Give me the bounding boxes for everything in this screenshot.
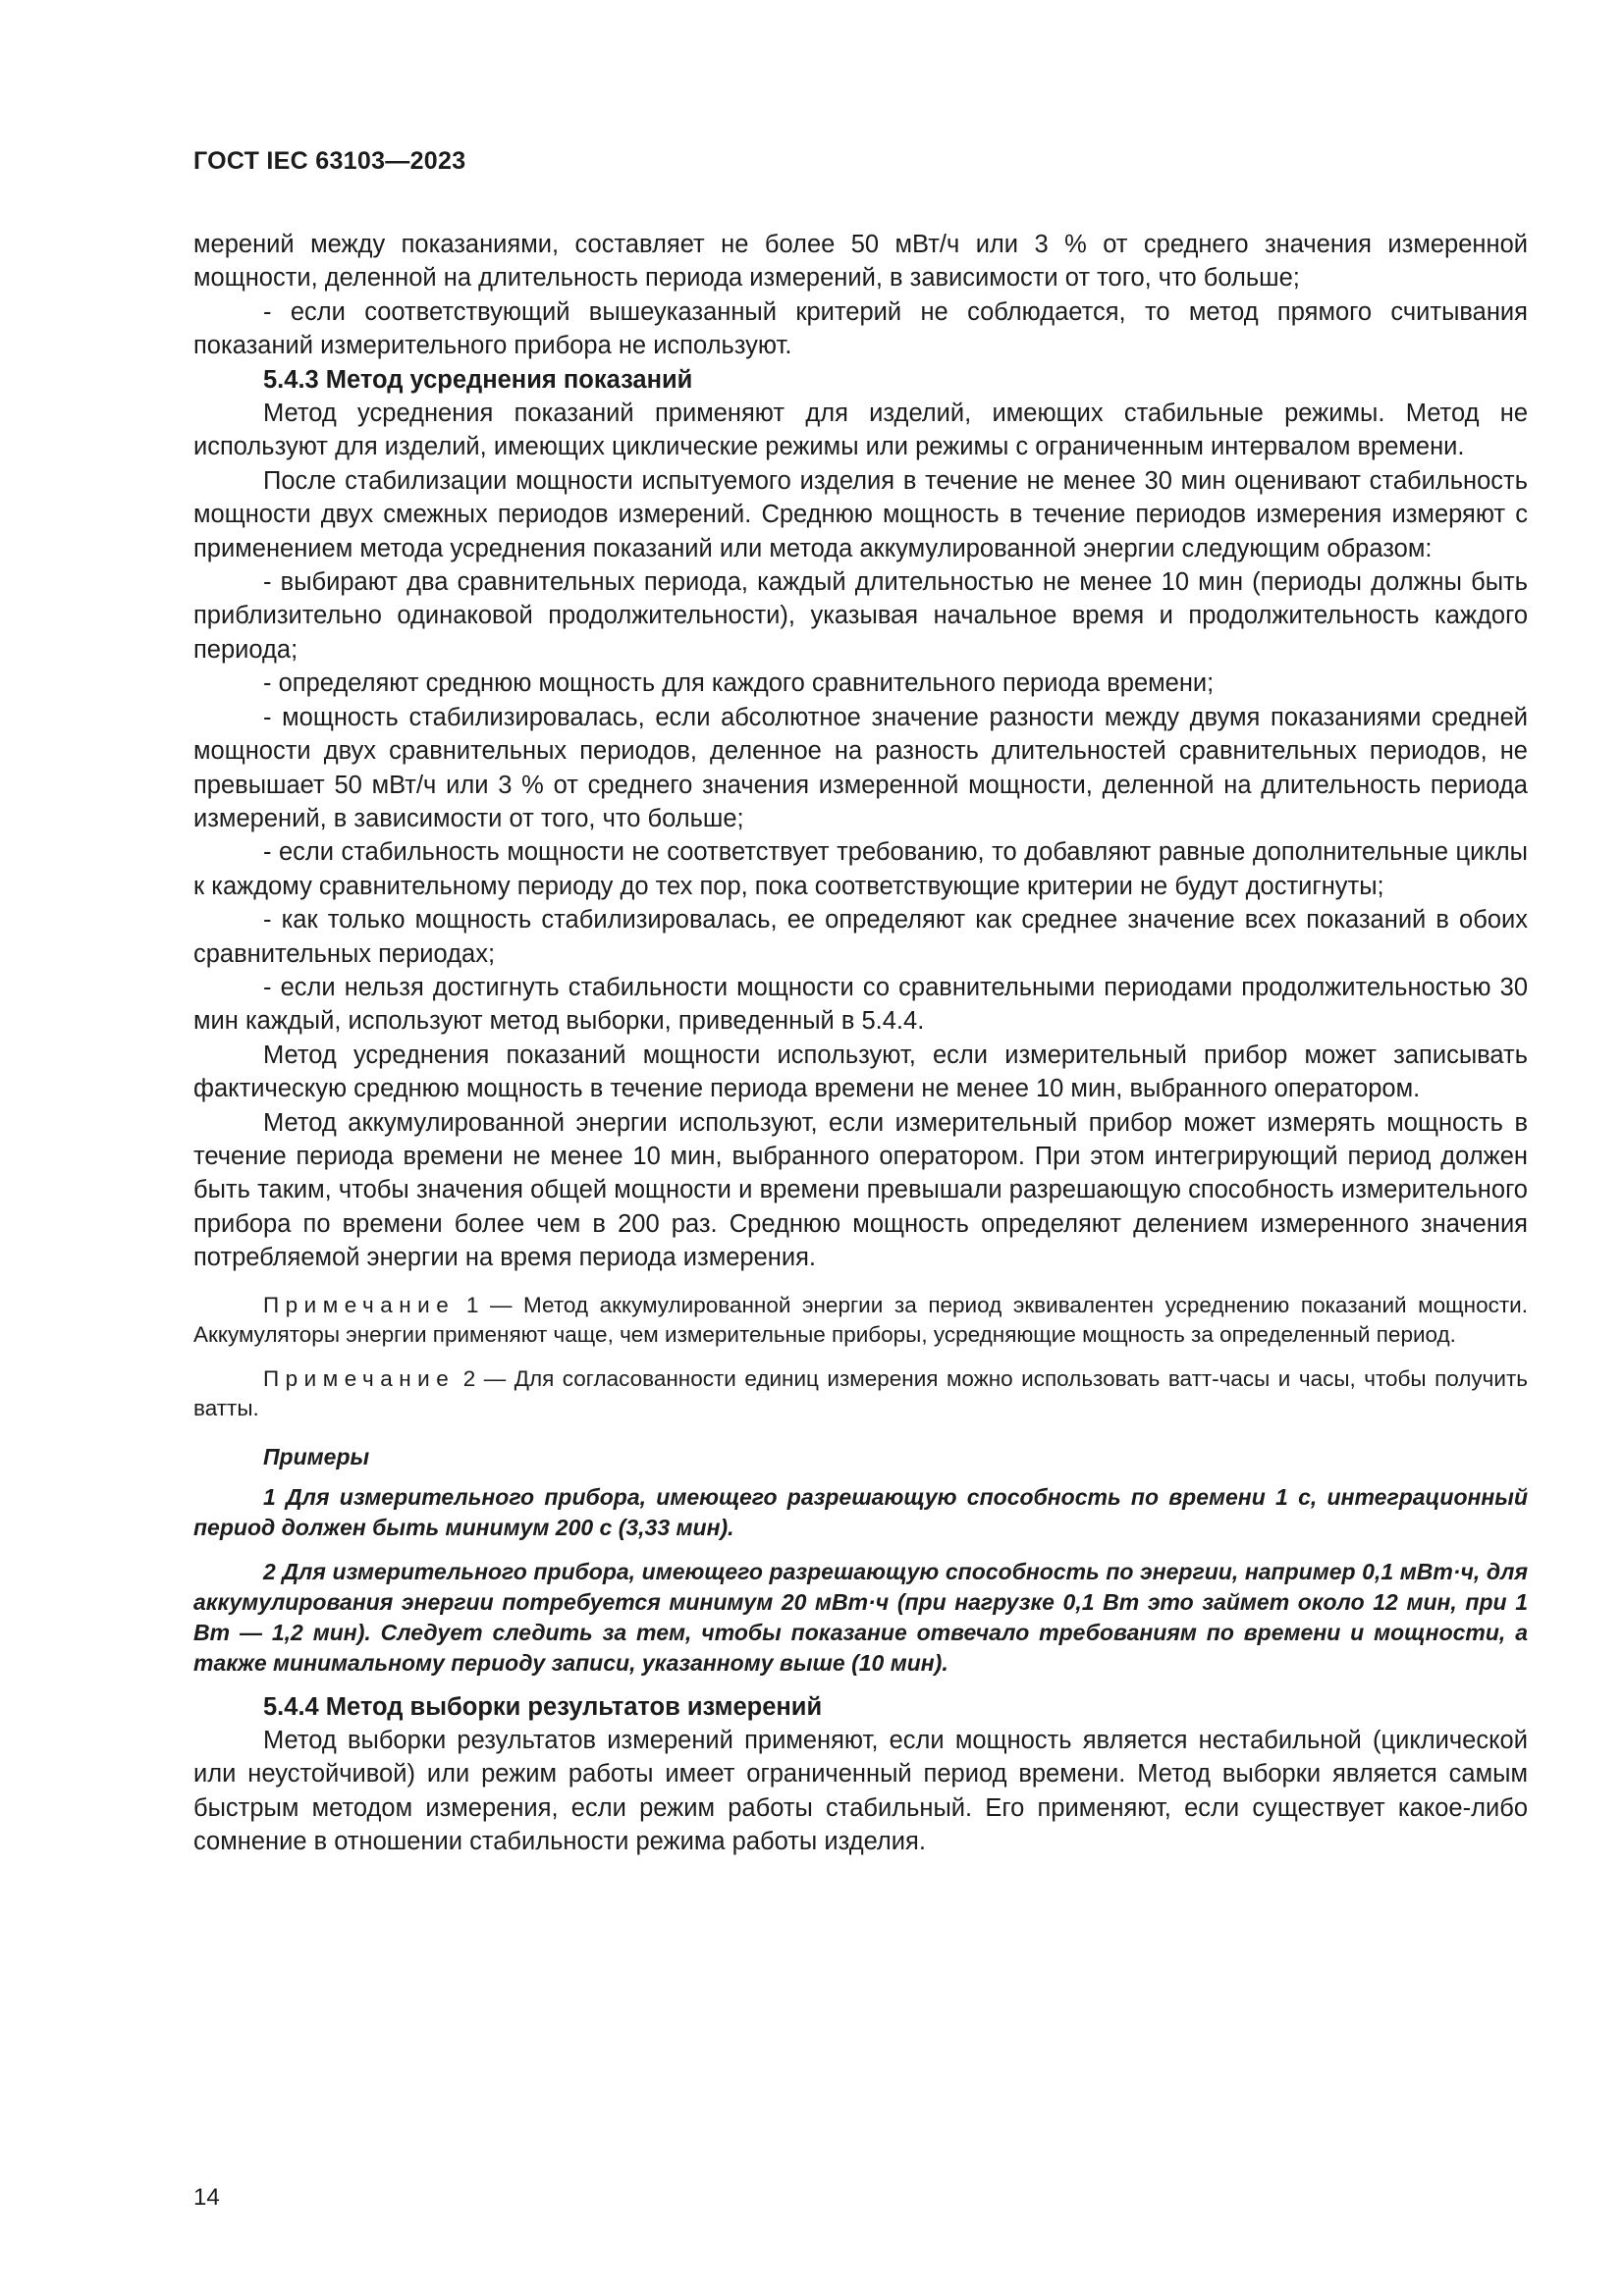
paragraph: Метод аккумулированной энергии используют, если измерительный прибор может измерять мощность в течение периода времени не менее 10 мин, выбранного оператором. При этом интегрирующий период должен быть таким, чтобы значения общей мощности и времени превышали разрешающую способность измерительного прибора по времени более чем в 200 раз. Среднюю мощность определяют делением измеренного значения потребляемой энергии на время периода измерения. <box>193 1108 1528 1272</box>
note-label: Примечание <box>263 1292 456 1317</box>
section-heading-5-4-3: 5.4.3 Метод усреднения показаний <box>263 365 693 394</box>
page-content <box>193 228 1528 1859</box>
list-item: - если соответствующий вышеуказанный критерий не соблюдается, то метод прямого считывания показаний измерительного прибора не используют. <box>193 297 1528 360</box>
list-item: - если нельзя достигнуть стабильности мощности со сравнительными периодами продолжительностью 30 мин каждый, используют метод выборки, приведенный в 5.4.4. <box>193 973 1528 1036</box>
note-2 <box>193 1364 1528 1424</box>
note-text: 2 — Для согласованности единиц измерения можно использовать ватт-часы и часы, чтобы получить ватты. <box>193 1365 1528 1421</box>
paragraph: Метод усреднения показаний применяют для изделий, имеющих стабильные режимы. Метод не используют для изделий, имеющих циклические режимы или режимы с ограниченным интервалом времени. <box>193 400 1528 461</box>
section-heading-5-4-4: 5.4.4 Метод выборки результатов измерений <box>263 1692 823 1721</box>
list-item: - мощность стабилизировалась, если абсолютное значение разности между двумя показаниями средней мощности двух сравнительных периодов, деленное на разность длительностей сравнительных периодов, не превышает 50 мВт/ч или 3 % от среднего значения измеренной мощности, деленной на длительность периода измерений, в зависимости от того, что больше; <box>193 703 1528 832</box>
note-1 <box>193 1291 1528 1351</box>
example-1: 1 Для измерительного прибора, имеющего разрешающую способность по времени 1 с, интеграционный период должен быть минимум 200 с (3,33 мин). <box>193 1483 1528 1540</box>
paragraph: мерений между показаниями, составляет не более 50 мВт/ч или 3 % от среднего значения измеренной мощности, деленной на длительность периода измерений, в зависимости от того, что больше; <box>193 231 1528 293</box>
note-text: 1 — Метод аккумулированной энергии за период эквивалентен усреднению показаний мощности. Аккумуляторы энергии применяют чаще, чем измерительные приборы, усредняющие мощность за определенный период. <box>193 1292 1528 1348</box>
paragraph: Метод выборки результатов измерений применяют, если мощность является нестабильной (циклической или неустойчивой) или режим работы имеет ограниченный период времени. Метод выборки является самым быстрым методом измерения, если режим работы стабильный. Его применяют, если существует какое-либо сомнение в отношении стабильности режима работы изделия. <box>193 1727 1528 1856</box>
list-item: - если стабильность мощности не соответствует требованию, то добавляют равные дополнительные циклы к каждому сравнительному периоду до тех пор, пока соответствующие критерии не будут достигнуты; <box>193 838 1528 900</box>
examples-title: Примеры <box>263 1443 370 1469</box>
list-item: - выбирают два сравнительных периода, каждый длительностью не менее 10 мин (периоды должны быть приблизительно одинаковой продолжительности), указывая начальное время и продолжительность каждого периода; <box>193 568 1528 664</box>
document-header: ГОСТ IEC 63103—2023 <box>193 147 466 175</box>
example-2: 2 Для измерительного прибора, имеющего разрешающую способность по энергии, например 0,1 мВт·ч, для аккумулирования энергии потребуется минимум 20 мВт·ч (при нагрузке 0,1 Вт это займет около 12 мин, при 1 Вт — 1,2 мин). Следует следить за тем, чтобы показание отвечало требованиям по времени и мощности, а также минимальному периоду записи, указанному выше (10 мин). <box>193 1558 1528 1676</box>
page-number: 14 <box>193 2184 220 2211</box>
list-item: - как только мощность стабилизировалась, ее определяют как среднее значение всех показаний в обоих сравнительных периодах; <box>193 906 1528 968</box>
paragraph: Метод усреднения показаний мощности используют, если измерительный прибор может записывать фактическую среднюю мощность в течение периода времени не менее 10 мин, выбранного оператором. <box>193 1041 1528 1103</box>
paragraph: После стабилизации мощности испытуемого изделия в течение не менее 30 мин оценивают стабильность мощности двух смежных периодов измерений. Среднюю мощность в течение периодов измерения измеряют с применением метода усреднения показаний или метода аккумулированной энергии следующим образом: <box>193 466 1528 562</box>
list-item: - определяют среднюю мощность для каждого сравнительного периода времени; <box>263 669 1215 698</box>
note-label: Примечание <box>263 1365 456 1391</box>
